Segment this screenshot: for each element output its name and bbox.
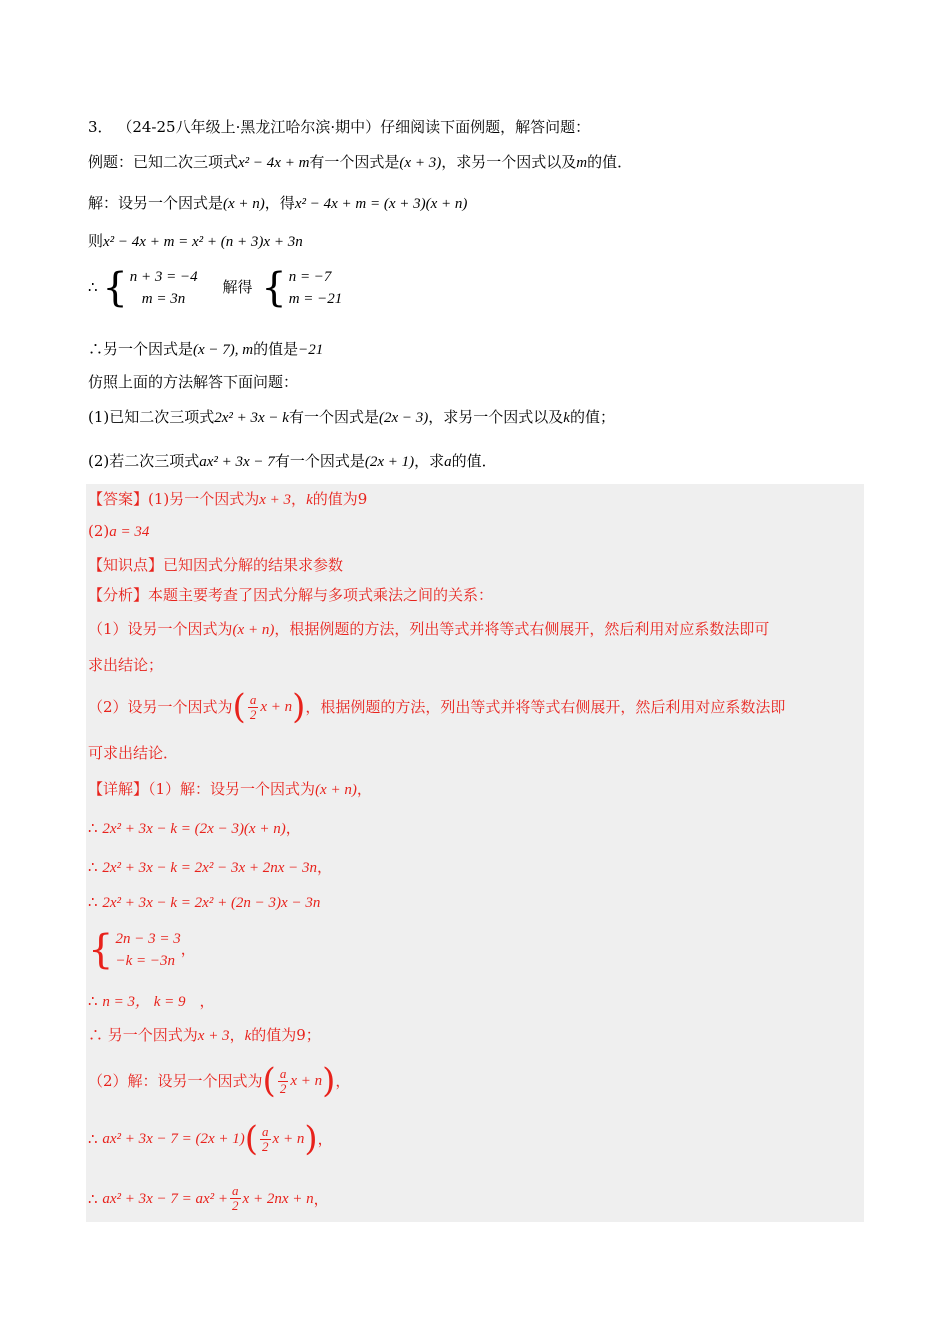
d2-eq1-left: ax² + 3x − 7 = (2x + 1) (102, 1131, 245, 1147)
example-end: 的值． (587, 153, 633, 171)
d1-sys-row1: 2n − 3 = 3 (115, 931, 181, 947)
analysis1-prefix: （1）设另一个因式为 (88, 620, 233, 638)
example-prefix: 例题：已知二次三项式 (88, 153, 239, 171)
answer1-sep: ， (291, 490, 307, 508)
analysis2-cont: 可求出结论． (88, 744, 179, 762)
therefore-symbol: ∴ (88, 1189, 98, 1208)
detail-label: 【详解】 (88, 780, 149, 798)
example-then-line (88, 230, 303, 253)
d2-eq2-left: ax² + 3x − 7 = ax² + (102, 1190, 229, 1207)
d1-concl-var: k (244, 1028, 252, 1044)
d1-eq1: 2x² + 3x − k = (2x − 3)(x + n) (102, 821, 286, 837)
frac-numerator: a (232, 1183, 239, 1198)
analysis-2-cont (88, 742, 178, 764)
detail1-conclusion-line (88, 1024, 321, 1047)
analysis2-prefix: （2）设另一个因式为 (88, 698, 233, 716)
detail2-eq2-line (88, 1184, 329, 1213)
q1-factor: (2x − 3) (378, 410, 429, 426)
d1-concl-expr: x + 3 (197, 1028, 230, 1044)
problem-number: 3． (88, 118, 113, 136)
q2-end: 的值． (451, 452, 497, 470)
therefore-symbol: ∴ (88, 1130, 98, 1148)
knowledge-label: 【知识点】 (88, 556, 164, 574)
example-conclusion (88, 338, 323, 361)
answer1-var: k (306, 492, 313, 508)
detail1-equation-system: { 2n − 3 = 3 −k = −3n (88, 927, 181, 973)
analysis-1-cont (88, 654, 163, 676)
then-prefix: 则 (88, 232, 104, 250)
imitate-instruction (88, 371, 298, 393)
detail1-factor: (x + n) (315, 782, 357, 798)
therefore-symbol: ∴ (88, 992, 98, 1010)
detail1-result-line (88, 990, 215, 1013)
detail2-prefix: （2）解：设另一个因式为 (88, 1072, 263, 1090)
d1-sys-end: ， (180, 940, 196, 958)
detail1-prefix: （1）解：设另一个因式为 (148, 780, 316, 798)
d1-concl-prefix: ∴ 另一个因式为 (88, 1026, 198, 1044)
sys2-row1: n = −7 (288, 269, 332, 285)
d2-eq1-factor: ( $\frac{a}{2}$ x + n ) (244, 1119, 318, 1159)
detail1-eq2-line (88, 856, 332, 879)
d2-eq2-comma: ， (313, 1189, 329, 1208)
sol-factor: (x + n) (223, 196, 265, 212)
analysis-text: 本题主要考查了因式分解与多项式乘法之间的关系： (148, 586, 494, 604)
q2-prefix: (2)若二次三项式 (88, 452, 200, 470)
answer-line-2 (88, 520, 149, 543)
analysis-1 (88, 618, 769, 641)
q1-expr: 2x² + 3x − k (214, 410, 289, 426)
answer1-end: 的值为9 (312, 490, 368, 508)
detail2-factor: ( $\frac{a}{2}$ x + n ) (262, 1061, 336, 1101)
detail1-eq3-line (88, 891, 320, 914)
q1-var: k (563, 410, 570, 426)
detail2-factor-rest: x + n (290, 1073, 323, 1089)
frac-denominator: 2 (262, 1138, 269, 1154)
q1-end: 的值； (569, 408, 615, 426)
conclusion-prefix: ∴另一个因式是 (88, 340, 194, 358)
d1-eq1-comma: ， (285, 819, 301, 837)
analysis1-factor: (x + n) (232, 622, 275, 638)
conclusion-mid: 的值是 (253, 340, 299, 358)
d1-eq2: 2x² + 3x − k = 2x² − 3x + 2nx − 3n (102, 860, 318, 876)
analysis2-text: ，根据例题的方法，列出等式并将等式右侧展开，然后利用对应系数法即 (305, 698, 786, 716)
detail1-eq1-line (88, 817, 301, 840)
q2-suffix: ，求 (414, 452, 445, 470)
detail2-comma: ， (335, 1072, 351, 1090)
d1-concl-end: 的值为9； (251, 1026, 321, 1044)
problem-source: （24-25八年级上·黑龙江哈尔滨·期中） (117, 118, 381, 136)
example-suffix: ，求另一个因式以及 (441, 153, 577, 171)
equation-system-1: { n + 3 = −4 m = 3n (102, 265, 198, 311)
question-2 (88, 450, 497, 473)
d2-eq1-comma: ， (317, 1130, 333, 1148)
answer-label: 【答案】 (88, 490, 149, 508)
example-mid: 有一个因式是 (309, 153, 400, 171)
sys1-row2: m = 3n (141, 291, 186, 307)
d1-eq3: 2x² + 3x − k = 2x² + (2n − 3)x − 3n (102, 895, 321, 911)
knowledge-text: 已知因式分解的结果求参数 (163, 556, 344, 574)
d1-result: n = 3， k = 9 (102, 994, 186, 1010)
frac-numerator: a (262, 1123, 269, 1139)
knowledge-line (88, 554, 343, 576)
frac-numerator: a (279, 1065, 287, 1081)
d1-concl-sep: ， (229, 1026, 245, 1044)
conclusion-factor: (x − 7), m (193, 342, 254, 358)
example-system-line (88, 266, 342, 310)
d1-eq2-comma: ， (317, 858, 333, 876)
d2-eq1-factor-rest: x + n (272, 1131, 305, 1147)
solve-label: 解得 (222, 278, 253, 296)
q2-factor: (2x + 1) (364, 454, 415, 470)
detail2-eq1-line (88, 1119, 333, 1159)
therefore-symbol: ∴ (88, 278, 98, 296)
q2-mid: 有一个因式是 (274, 452, 365, 470)
sol-mid: ，得 (264, 194, 295, 212)
answer2-prefix: (2) (88, 522, 110, 540)
sys1-row1: n + 3 = −4 (129, 269, 198, 285)
example-var: m (576, 155, 588, 171)
analysis2-factor: ( $\frac{a}{2}$ x + n ) (232, 687, 306, 727)
frac-denominator: 2 (249, 706, 257, 722)
answer1-prefix: (1)另一个因式为 (148, 490, 260, 508)
d1-result-end: ， (199, 992, 215, 1010)
analysis-2 (88, 687, 786, 727)
analysis2-factor-rest: x + n (260, 699, 293, 715)
equation-system-2: { n = −7 m = −21 (261, 265, 343, 311)
d1-sys-row2: −k = −3n (115, 953, 175, 969)
therefore-symbol: ∴ (88, 858, 98, 876)
sys2-row2: m = −21 (288, 291, 343, 307)
example-solution-line (88, 192, 467, 215)
answer1-expr: x + 3 (259, 492, 292, 508)
problem-header (88, 116, 590, 138)
q2-expr: ax² + 3x − 7 (199, 454, 275, 470)
frac-denominator: 2 (232, 1198, 239, 1213)
problem-instruction: 仔细阅读下面例题，解答问题： (380, 118, 591, 136)
therefore-symbol: ∴ (88, 893, 98, 911)
conclusion-value: −21 (298, 342, 324, 358)
answer-line-1 (88, 488, 367, 511)
answer2-expr: a = 34 (109, 524, 150, 540)
frac-numerator: a (249, 691, 257, 707)
analysis1-text: ，根据例题的方法，列出等式并将等式右侧展开，然后利用对应系数法即可 (274, 620, 770, 638)
d2-eq2-right: x + 2nx + n (242, 1190, 314, 1207)
imitate-text: 仿照上面的方法解答下面问题： (88, 373, 299, 391)
q1-suffix: ，求另一个因式以及 (428, 408, 564, 426)
analysis-label: 【分析】 (88, 586, 149, 604)
q1-mid: 有一个因式是 (288, 408, 379, 426)
q2-var: a (444, 454, 452, 470)
detail1-comma: ， (356, 780, 372, 798)
detail1-system-line (88, 928, 196, 972)
example-statement (88, 151, 632, 174)
sol-eq: x² − 4x + m = (x + 3)(x + n) (294, 196, 468, 212)
question-1 (88, 406, 615, 429)
example-factor: (x + 3) (399, 155, 442, 171)
therefore-symbol: ∴ (88, 819, 98, 837)
example-expr: x² − 4x + m (238, 155, 310, 171)
then-eq: x² − 4x + m = x² + (n + 3)x + 3n (103, 234, 303, 250)
analysis-line (88, 584, 493, 606)
sol-prefix: 解：设另一个因式是 (88, 194, 224, 212)
detail-line (88, 778, 372, 801)
q1-prefix: (1)已知二次三项式 (88, 408, 215, 426)
frac-denominator: 2 (279, 1080, 287, 1096)
detail2-line (88, 1061, 351, 1101)
analysis1-cont: 求出结论； (88, 656, 164, 674)
